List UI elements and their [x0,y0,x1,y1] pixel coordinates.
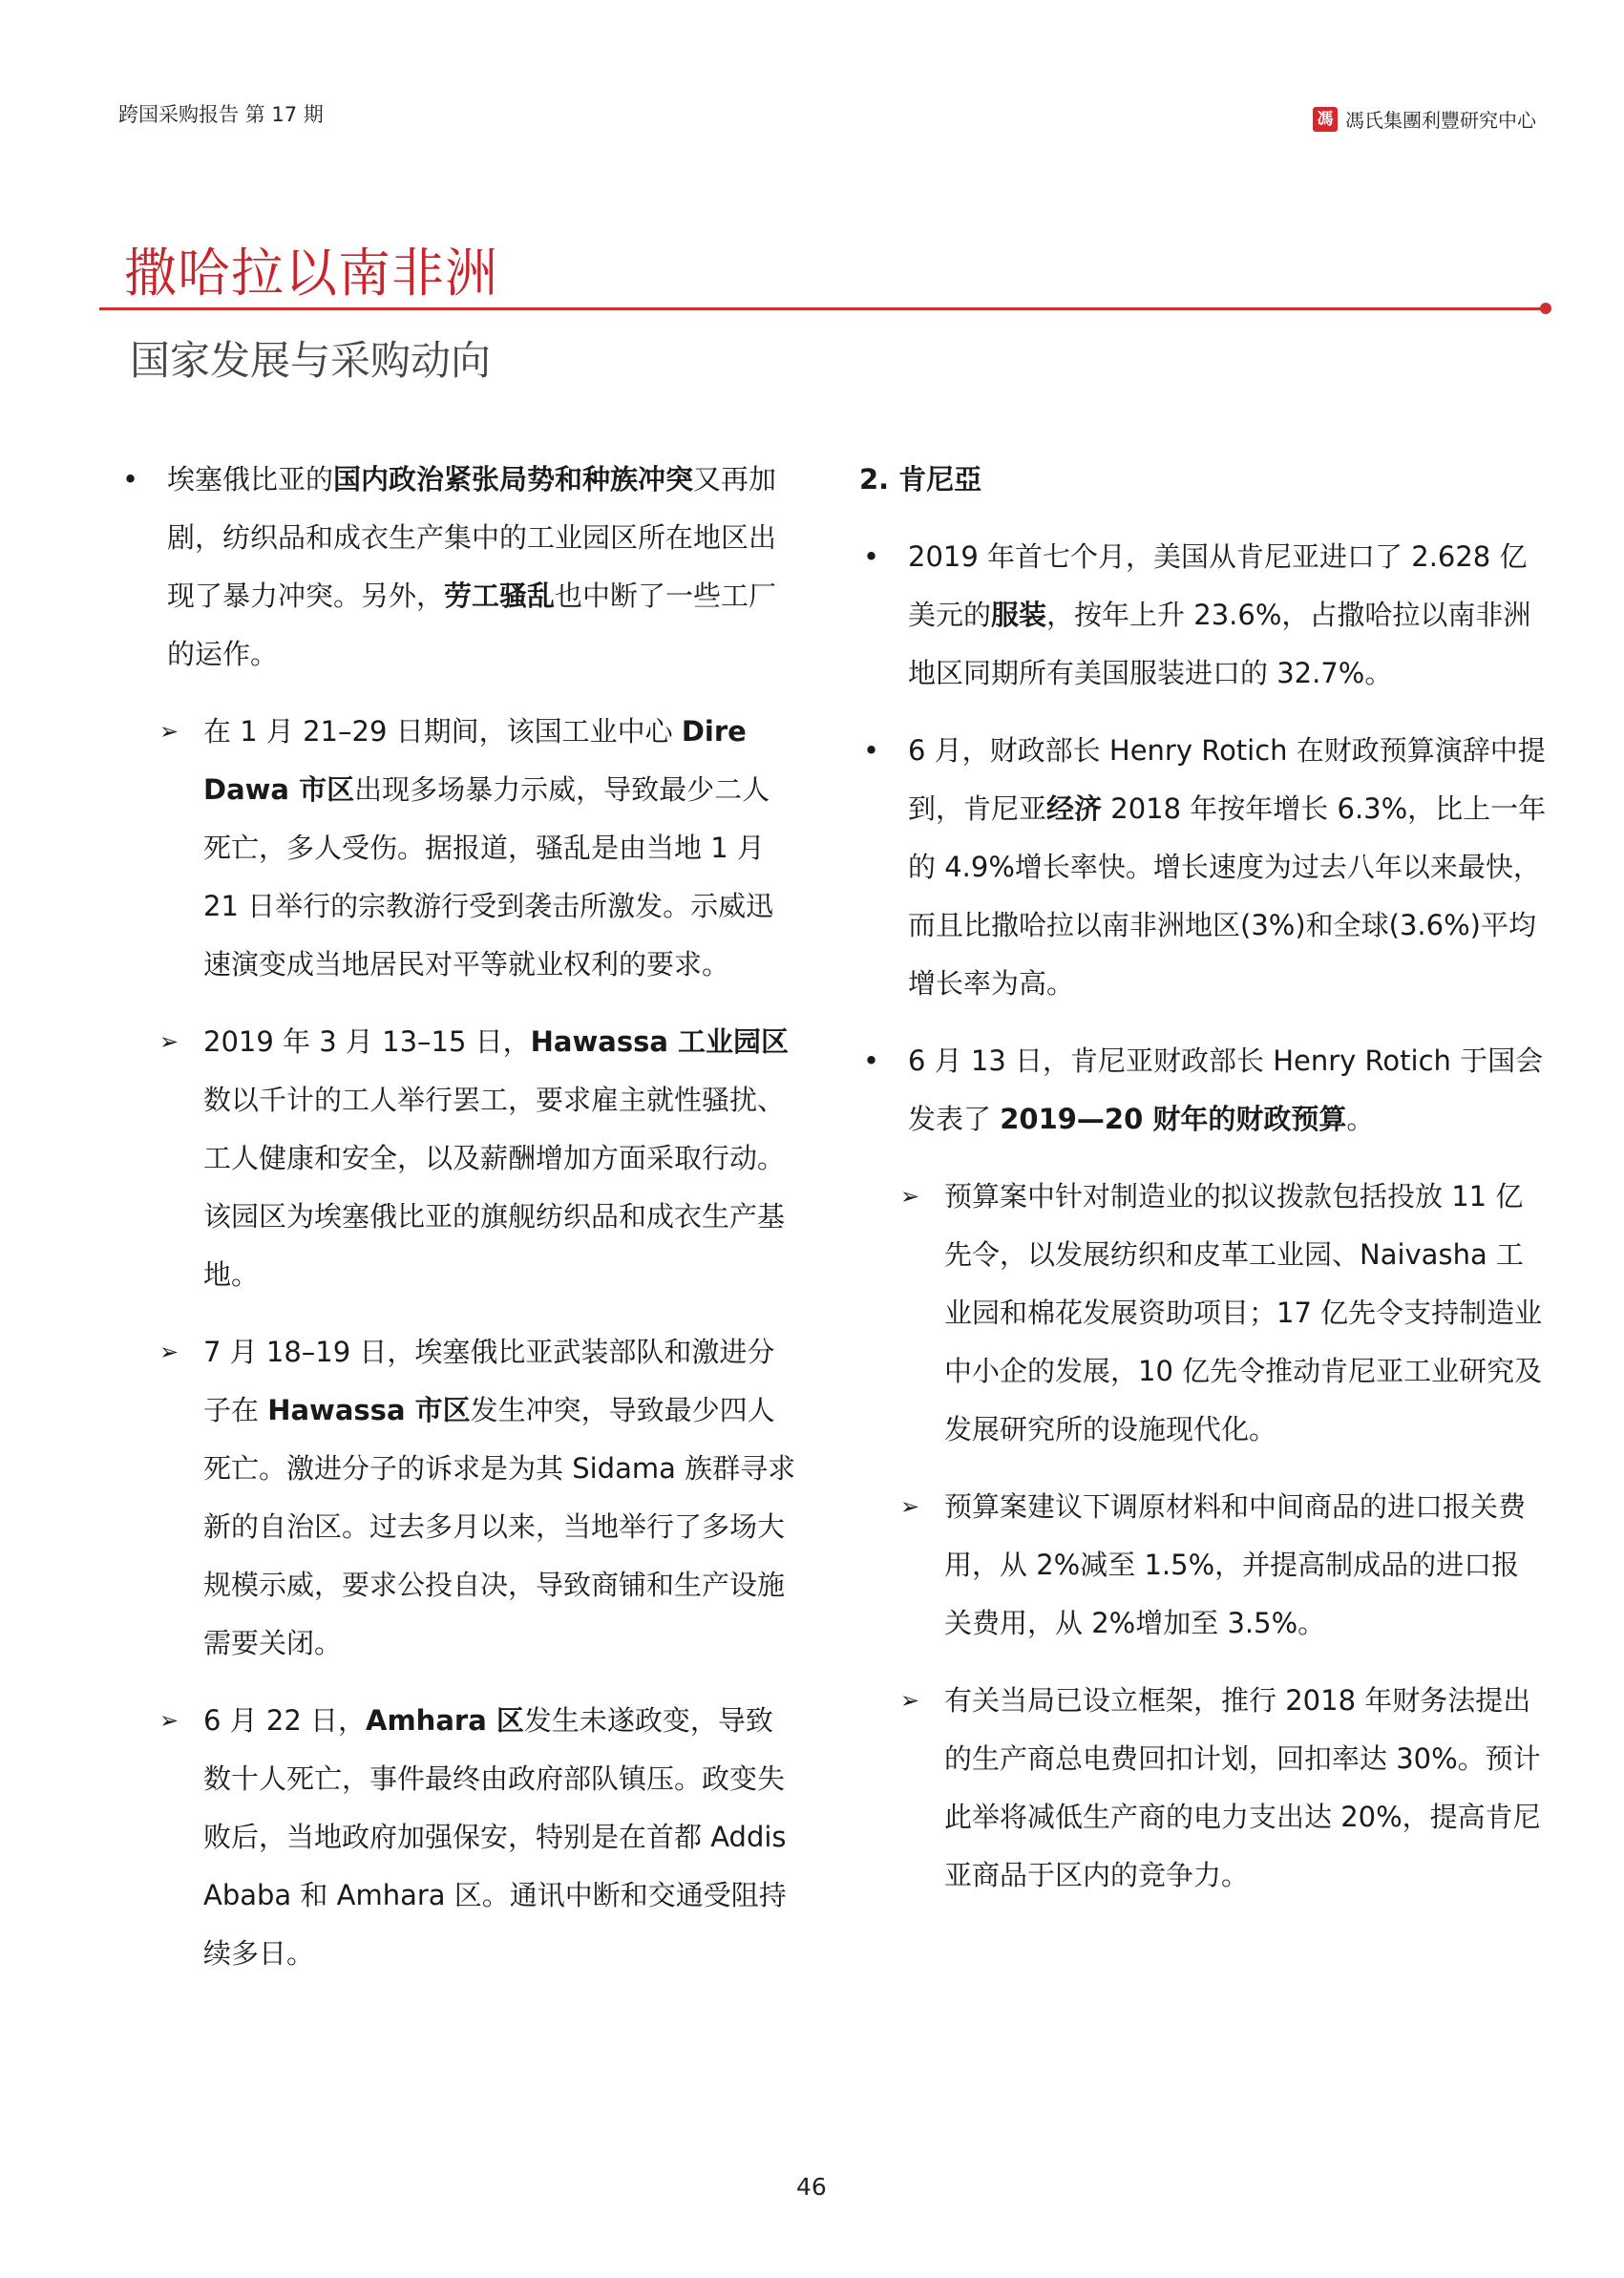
text-run: 发生冲突，导致最少四人死亡。激进分子的诉求是为其 Sidama 族群寻求新的自治区。过去多月以来，当地举行了多场大规模示威，要求公投自决，导致商铺和生产设施需要关闭。 [203,1394,796,1659]
title-divider [99,307,1547,310]
arrow-bullet-icon: ➢ [159,1707,179,1734]
text-run: 。 [1346,1103,1375,1135]
text-run: 埃塞俄比亚的 [167,463,334,496]
text-run: 2019 年首七个月，美国从肯尼亚进口了 2.628 亿美元的 [908,540,1528,631]
list-item [118,703,796,994]
text-run: 2018 年按年增长 6.3%，比上一年的 4.9%增长率快。增长速度为过去八年以来最快，而且比撒哈拉以南非洲地区(3%)和全球(3.6%)平均增长率为高。 [908,792,1547,1000]
text-run: 6 月，财政部长 Henry Rotich 在财政预算演辞中提到，肯尼亚 [908,734,1546,825]
report-issue-label: 跨国采购报告 第 17 期 [118,103,324,126]
text-bold: Hawassa 工业园区 [530,1025,790,1058]
list-item [859,528,1547,703]
text-run: 数以千计的工人举行罢工，要求雇主就性骚扰、工人健康和安全，以及薪酬增加方面采取行动。该园区为埃塞俄比亚的旗舰纺织品和成衣生产基地。 [203,1084,786,1291]
arrow-bullet-icon: ➢ [159,718,179,745]
bullet-icon: • [122,463,139,496]
page-number: 46 [796,2173,827,2201]
text-bold: Dire Dawa 市区 [203,715,747,806]
left-column [118,451,796,1983]
list-item [118,1323,796,1673]
bullet-icon: • [863,540,880,573]
text-run: 2019 年 3 月 13–15 日， [203,1025,531,1058]
publisher-name: 馮氏集團利豐研究中心 [1345,109,1536,132]
arrow-bullet-icon: ➢ [900,1493,920,1520]
text-run: 发生未遂政变，导致数十人死亡，事件最终由政府部队镇压。政变失败后，当地政府加强保安，特别是在首都 Addis Ababa 和 Amhara 区。通讯中断和交通受阻持续多日。 [203,1704,787,1970]
list-item [859,1168,1547,1459]
arrow-bullet-icon: ➢ [159,1339,179,1365]
section-heading: 2. 肯尼亞 [859,463,982,496]
arrow-bullet-icon: ➢ [900,1687,920,1714]
text-run: 也中断了一些工厂的运作。 [167,580,777,670]
page-subtitle: 国家发展与采购动向 [130,337,492,384]
text-run: 预算案中针对制造业的拟议拨款包括投放 11 亿先令，以发展纺织和皮革工业园、Naivasha 工业园和棉花发展资助项目；17 亿先令支持制造业中小企的发展，10 亿先令推动肯尼亚工业研究及发展研究所的设施现代化。 [944,1180,1543,1445]
text-bold: Hawassa 市区 [267,1394,471,1426]
text-run: 有关当局已设立框架，推行 2018 年财务法提出的生产商总电费回扣计划，回扣率达 30%。预计此举将减低生产商的电力支出达 20%，提高肯尼亚商品于区内的竞争力。 [944,1684,1541,1891]
list-item [118,1013,796,1304]
text-bold: 经济 [1046,792,1103,825]
publisher-logo-icon: 馮 [1313,107,1338,132]
publisher-brand [1313,105,1536,133]
text-run: 7 月 18–19 日，埃塞俄比亚武装部队和激进分子在 [203,1336,775,1426]
list-item [859,1478,1547,1653]
text-run: 6 月 13 日，肯尼亚财政部长 Henry Rotich 于国会发表了 [908,1044,1544,1135]
list-item [859,1032,1547,1149]
text-run: ，按年上升 23.6%，占撒哈拉以南非洲地区同期所有美国服装进口的 32.7%。 [908,599,1531,689]
text-run: 6 月 22 日， [203,1704,367,1737]
text-run: 出现多场暴力示威，导致最少二人死亡，多人受伤。据报道，骚乱是由当地 1 月 21 日举行的宗教游行受到袭击所激发。示威迅速演变成当地居民对平等就业权利的要求。 [203,773,774,981]
arrow-bullet-icon: ➢ [159,1028,179,1055]
text-run: 在 1 月 21–29 日期间，该国工业中心 [203,715,682,748]
list-item [859,1672,1547,1905]
text-bold: Amhara 区 [366,1704,524,1737]
list-item [118,451,796,684]
title-divider-dot [1540,303,1551,314]
text-run: 又再加剧，纺织品和成衣生产集中的工业园区所在地区出现了暴力冲突。另外， [167,463,777,612]
page-title: 撒哈拉以南非洲 [124,243,499,304]
text-bold: 国内政治紧张局势和种族冲突 [333,463,694,496]
arrow-bullet-icon: ➢ [900,1183,920,1210]
list-item [859,722,1547,1013]
text-bold: 服装 [991,599,1047,631]
text-bold: 劳工骚乱 [444,580,556,612]
text-run: 预算案建议下调原材料和中间商品的进口报关费用，从 2%减至 1.5%，并提高制成品的进口报关费用，从 2%增加至 3.5%。 [944,1490,1527,1639]
right-column [859,451,1547,1905]
bullet-icon: • [863,734,880,767]
list-item [118,1692,796,1983]
bullet-icon: • [863,1044,880,1077]
text-bold: 2019—20 财年的财政预算 [1000,1103,1347,1135]
